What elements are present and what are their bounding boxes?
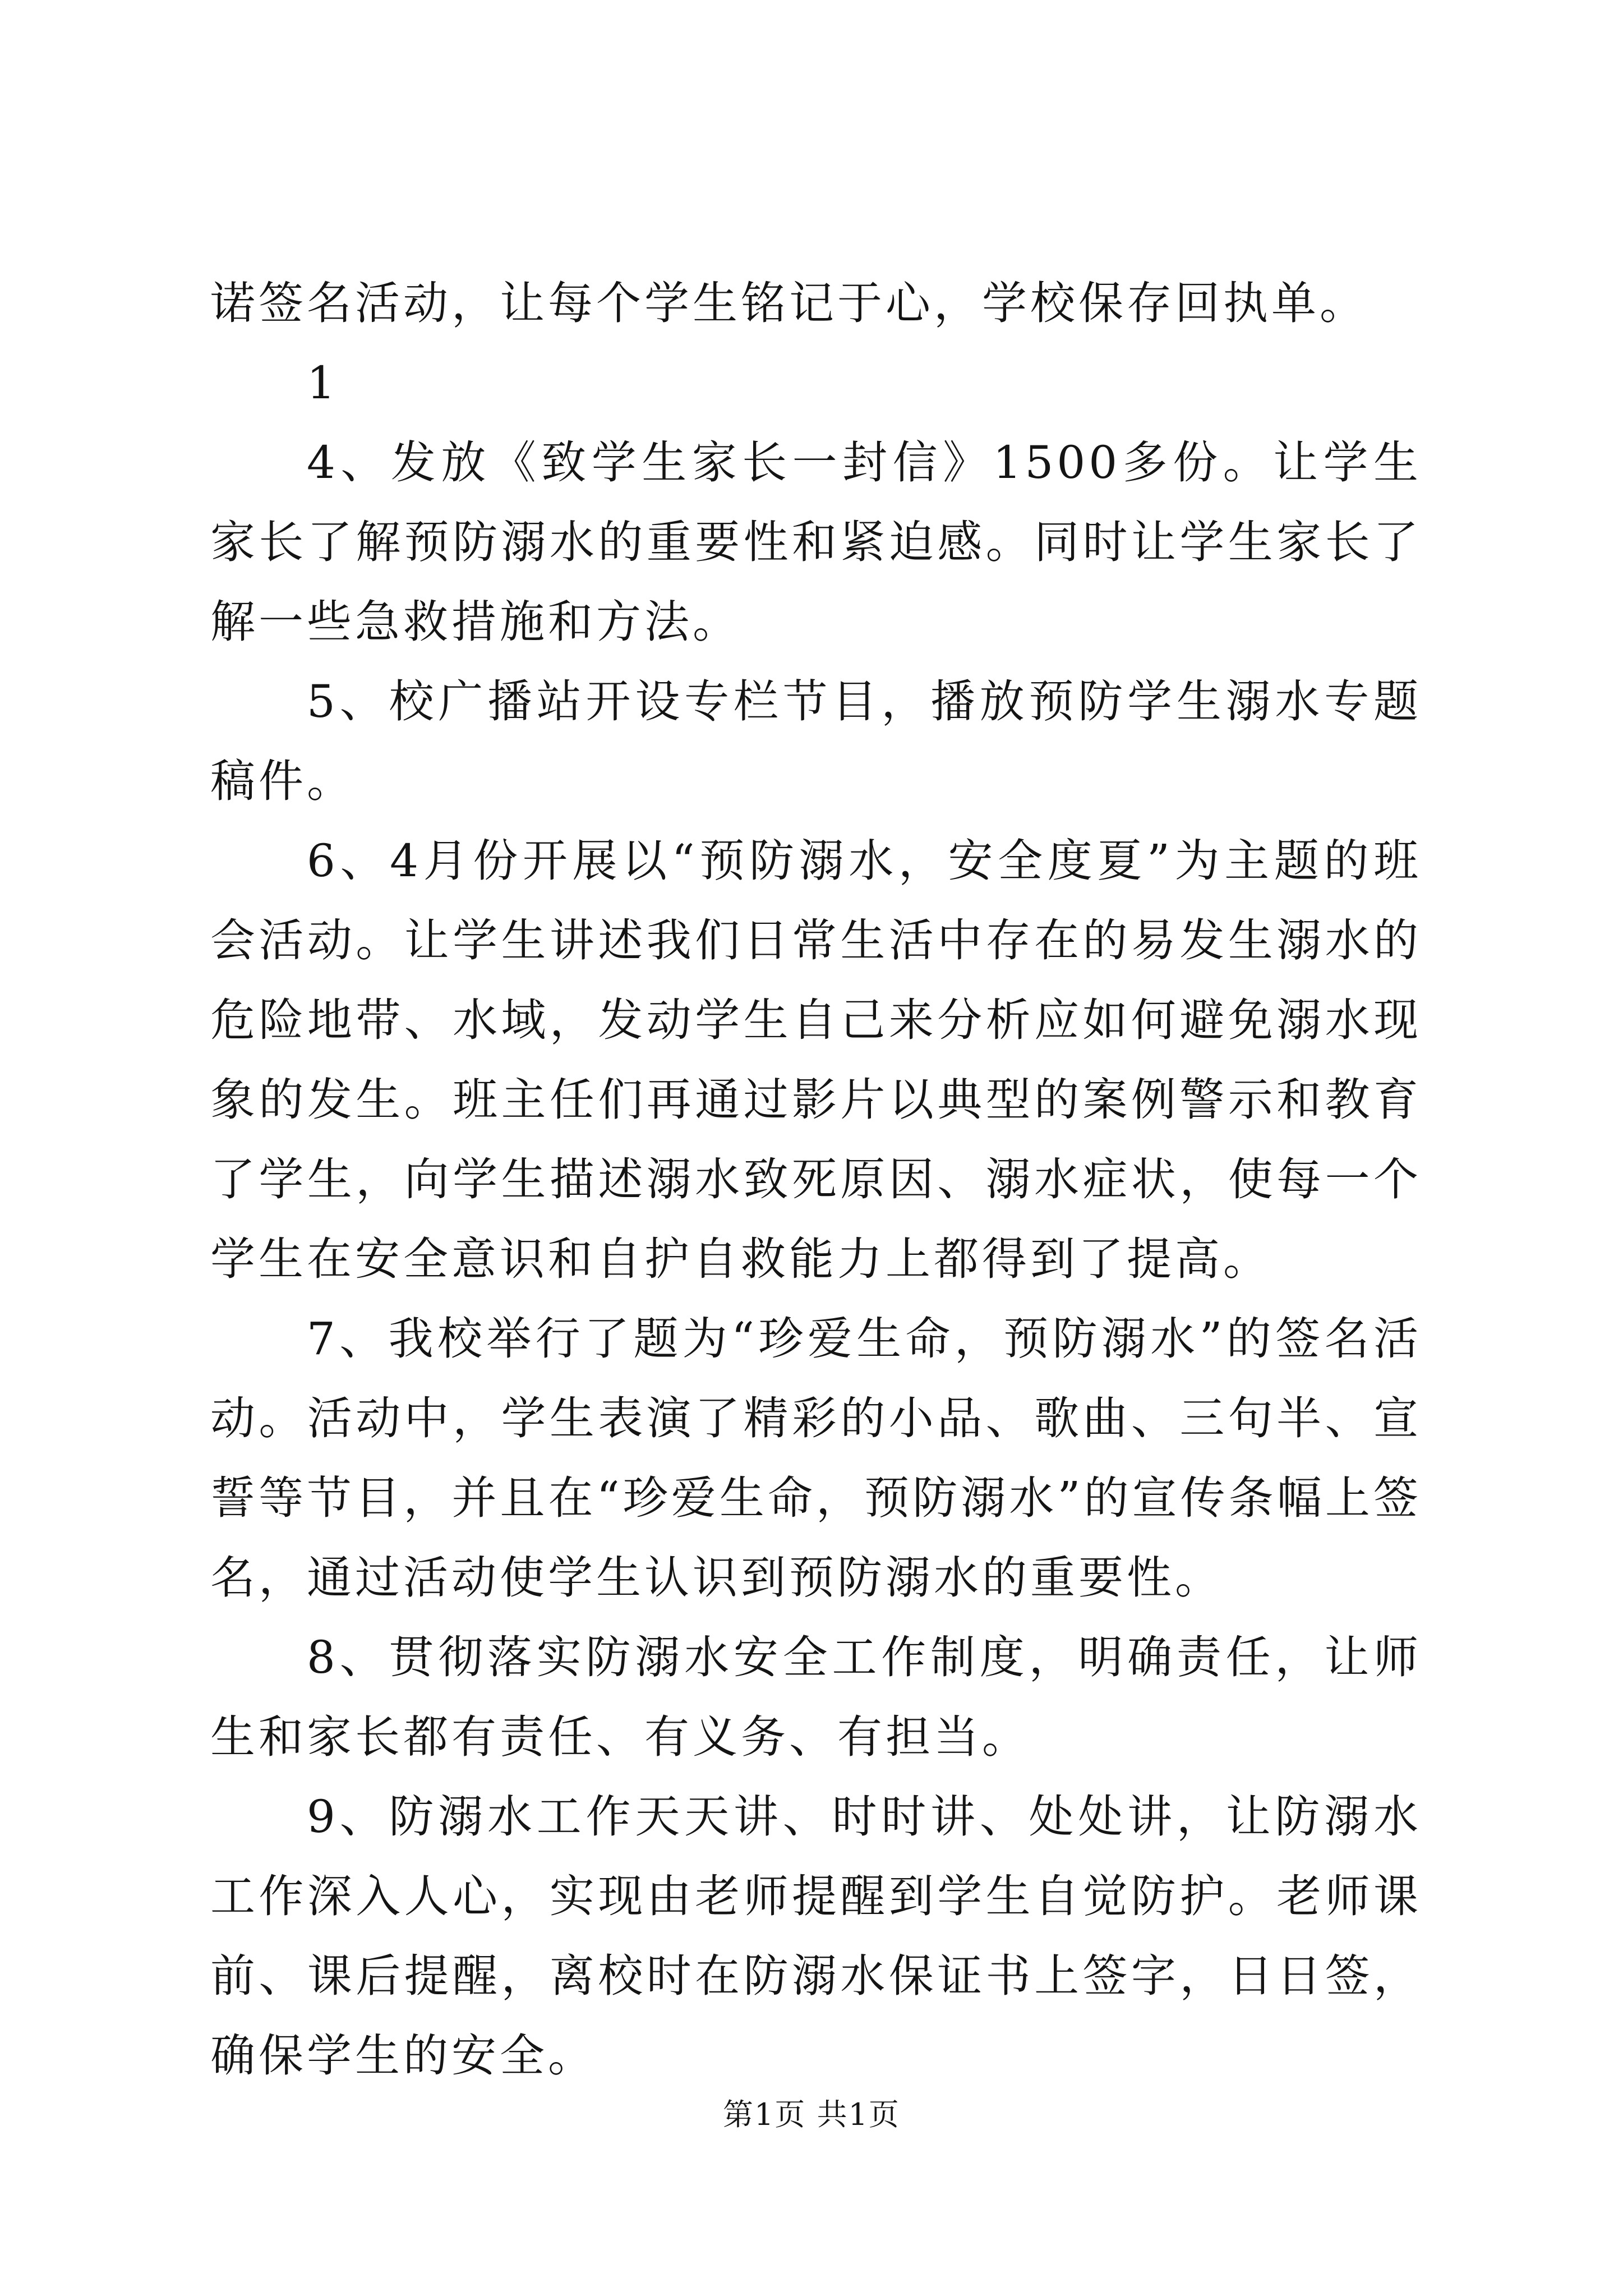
paragraph-item-4: 4、发放《致学生家长一封信》1500多份。让学生家长了解预防溺水的重要性和紧迫感。同时让学生家长了解一些急救措施和方法。 [210, 436, 1422, 648]
paragraph-item-7: 7、我校举行了题为“珍爱生命，预防溺水”的签名活动。活动中，学生表演了精彩的小品、歌曲、三句半、宣誓等节目，并且在“珍爱生命，预防溺水”的宣传条幅上签名，通过活动使学生认识到预防溺水的重要性。 [210, 1313, 1422, 1604]
document-body [210, 264, 1422, 2096]
paragraph-item-5: 5、校广播站开设专栏节目，播放预防学生溺水专题稿件。 [210, 675, 1422, 807]
paragraph-item-6: 6、4月份开展以“预防溺水，安全度夏”为主题的班会活动。让学生讲述我们日常生活中存在的易发生溺水的危险地带、水域，发动学生自己来分析应如何避免溺水现象的发生。班主任们再通过影片以典型的案例警示和教育了学生，向学生描述溺水致死原因、溺水症状，使每一个学生在安全意识和自护自救能力上都得到了提高。 [210, 835, 1422, 1285]
paragraph-continuation: 诺签名活动，让每个学生铭记于心，学校保存回执单。 [210, 277, 1368, 329]
paragraph-page-number: 1 [307, 357, 339, 409]
page-footer: 第1页 共1页 [723, 2097, 900, 2132]
paragraph-item-8: 8、贯彻落实防溺水安全工作制度，明确责任，让师生和家长都有责任、有义务、有担当。 [210, 1631, 1422, 1763]
paragraph-item-9: 9、防溺水工作天天讲、时时讲、处处讲，让防溺水工作深入人心，实现由老师提醒到学生自觉防护。老师课前、课后提醒，离校时在防溺水保证书上签字，日日签，确保学生的安全。 [210, 1791, 1422, 2082]
